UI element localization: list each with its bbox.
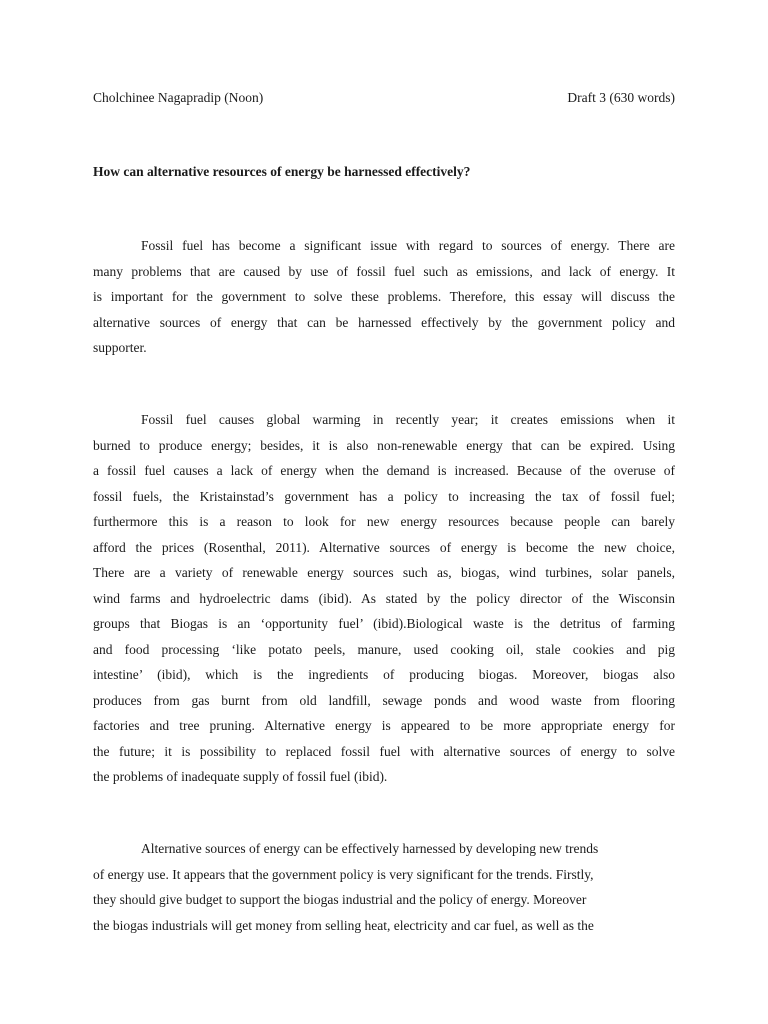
paragraph-line: the problems of inadequate supply of fossil fuel (ibid). — [93, 769, 388, 784]
paragraph-line: afford the prices (Rosenthal, 2011). Alternative sources of energy is become the new choice, — [93, 539, 675, 555]
paragraph-line: Alternative sources of energy can be effectively harnessed by developing new trends — [141, 841, 599, 856]
paragraph-line: they should give budget to support the biogas industrial and the policy of energy. Moreover — [93, 892, 587, 907]
paragraph-line: groups that Biogas is an ‘opportunity fuel’ (ibid).Biological waste is the detritus of farming — [93, 616, 675, 631]
paragraph-line: produces from gas burnt from old landfill, sewage ponds and wood waste from flooring — [93, 692, 675, 708]
paragraph-line: furthermore this is a reason to look for new energy resources because people can barely — [93, 514, 675, 529]
document-header — [93, 88, 675, 108]
paragraph-line: the future; it is possibility to replaced fossil fuel with alternative sources of energy to solve — [93, 743, 675, 759]
paragraph-line: alternative sources of energy that can be harnessed effectively by the government policy and — [93, 314, 675, 330]
draft-info: Draft 3 (630 words) — [567, 90, 675, 105]
paragraph-line: a fossil fuel causes a lack of energy when the demand is increased. Because of the overuse of — [93, 463, 675, 478]
paragraph-line: intestine’ (ibid), which is the ingredients of producing biogas. Moreover, biogas also — [93, 667, 675, 682]
paragraph-line: many problems that are caused by use of fossil fuel such as emissions, and lack of energy. It — [93, 263, 675, 279]
paragraph-line: Fossil fuel has become a significant issue with regard to sources of energy. There are — [141, 238, 675, 253]
paragraph-3 — [93, 836, 675, 938]
paragraph-line: and food processing ‘like potato peels, manure, used cooking oil, stale cookies and pig — [93, 641, 675, 657]
author-name: Cholchinee Nagapradip (Noon) — [93, 90, 264, 105]
essay-title: How can alternative resources of energy be harnessed effectively? — [93, 164, 471, 179]
paragraph-line: There are a variety of renewable energy sources such as, biogas, wind turbines, solar panels, — [93, 565, 675, 580]
paragraph-1 — [93, 233, 675, 361]
paragraph-line: Fossil fuel causes global warming in recently year; it creates emissions when it — [141, 412, 675, 427]
paragraph-line: of energy use. It appears that the government policy is very significant for the trends. Firstly, — [93, 866, 594, 882]
paragraph-line: supporter. — [93, 340, 147, 355]
paragraph-line: factories and tree pruning. Alternative energy is appeared to be more appropriate energy for — [93, 718, 675, 733]
paragraph-line: fossil fuels, the Kristainstad’s government has a policy to increasing the tax of fossil fuel; — [93, 488, 675, 504]
paragraph-line: wind farms and hydroelectric dams (ibid). As stated by the policy director of the Wisconsin — [93, 590, 675, 606]
paragraph-line: is important for the government to solve these problems. Therefore, this essay will discuss the — [93, 289, 675, 304]
paragraph-2 — [93, 407, 675, 790]
paragraph-line: the biogas industrials will get money from selling heat, electricity and car fuel, as well as the — [93, 917, 594, 933]
paragraph-line: burned to produce energy; besides, it is also non-renewable energy that can be expired. Using — [93, 437, 675, 453]
